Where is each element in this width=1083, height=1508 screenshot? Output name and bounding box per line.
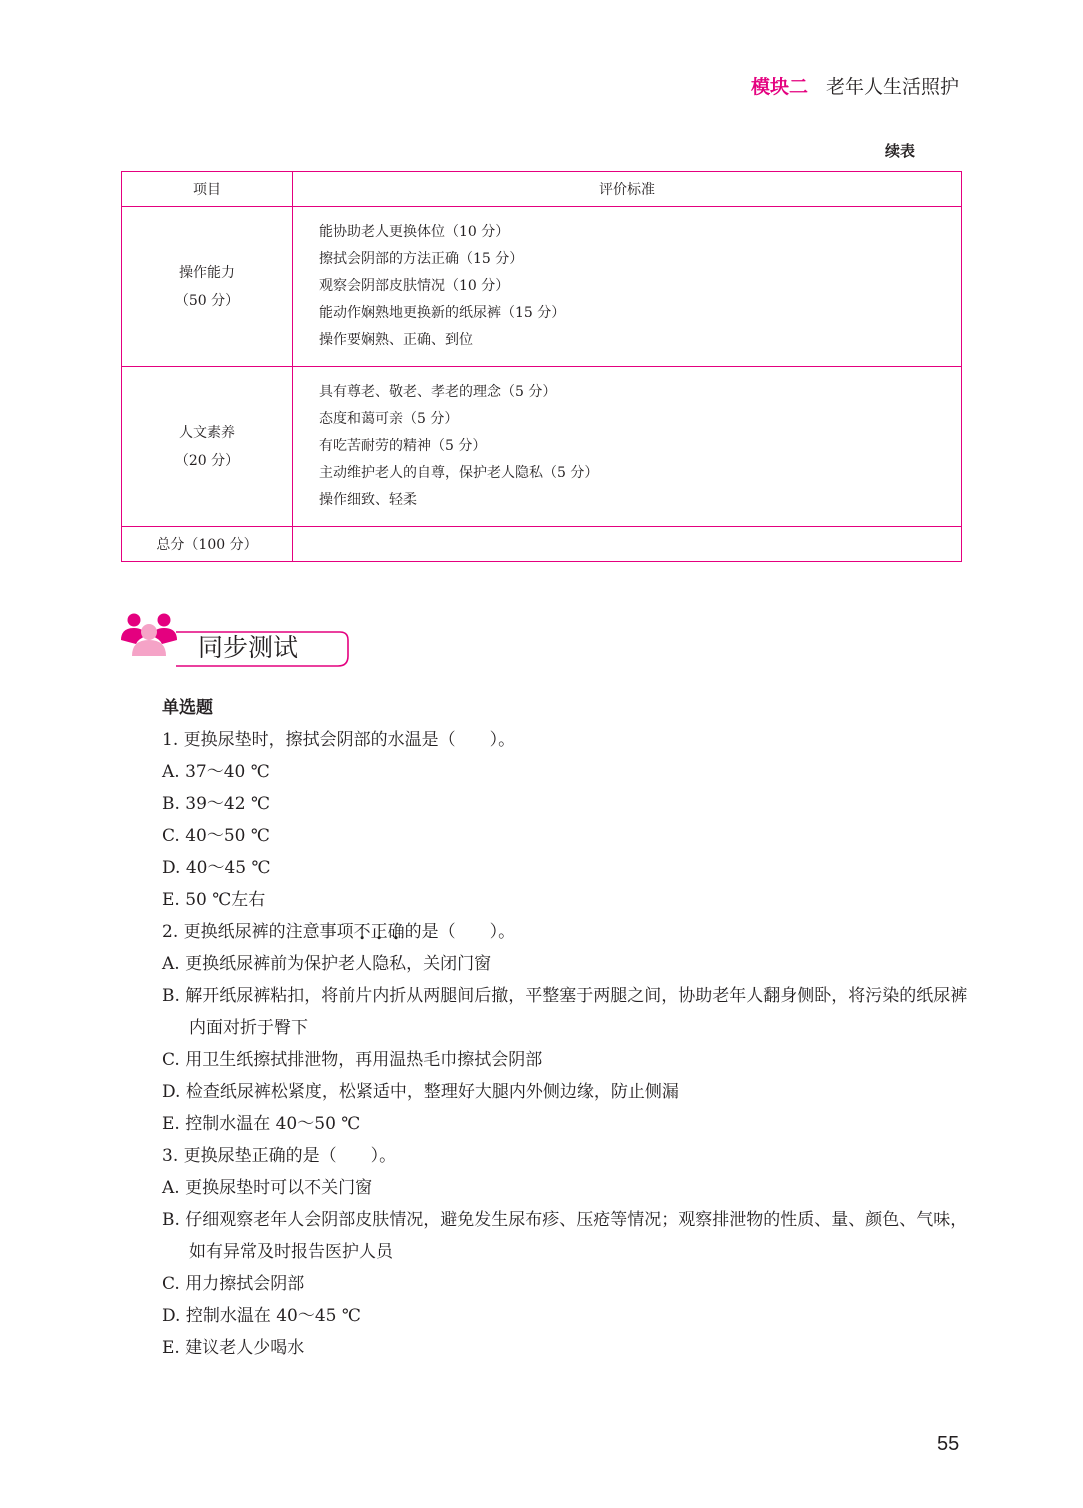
criteria-item: 操作细致、轻柔 (319, 492, 417, 508)
quiz-section (162, 692, 972, 1364)
stem-text: 的是（ ）。 (404, 922, 516, 942)
answer-option: E. 控制水温在 40～50 ℃ (162, 1114, 361, 1134)
table-row (122, 367, 962, 527)
answer-option: E. 50 ℃左右 (162, 890, 266, 910)
row-criteria-cell (293, 207, 962, 367)
col-header-item: 项目 (122, 172, 293, 207)
criteria-item: 态度和蔼可亲（5 分） (319, 411, 459, 427)
question-type-heading: 单选题 (162, 698, 213, 718)
running-header (751, 72, 959, 99)
total-value (293, 527, 962, 562)
total-label: 总分（100 分） (122, 527, 293, 562)
answer-option: E. 建议老人少喝水 (162, 1338, 305, 1358)
criteria-item: 能协助老人更换体位（10 分） (319, 224, 510, 240)
answer-option: B. 39～42 ℃ (162, 794, 270, 814)
question-stem: 1. 更换尿垫时，擦拭会阴部的水温是（ ）。 (162, 730, 516, 750)
criteria-item: 擦拭会阴部的方法正确（15 分） (319, 251, 524, 267)
stem-text: 2. 更换纸尿裤的注意事项 (162, 922, 354, 942)
module-subtitle: 老年人生活照护 (825, 76, 959, 98)
section-header (120, 608, 352, 672)
answer-option: C. 用力擦拭会阴部 (162, 1274, 305, 1294)
row-item-label: 人文素养 (179, 424, 235, 441)
answer-option: A. 37～40 ℃ (162, 762, 270, 782)
answer-option: A. 更换尿垫时可以不关门窗 (162, 1178, 373, 1198)
col-header-criteria: 评价标准 (293, 172, 962, 207)
question-stem: 3. 更换尿垫正确的是（ ）。 (162, 1146, 397, 1166)
criteria-item: 具有尊老、敬老、孝老的理念（5 分） (319, 384, 557, 400)
answer-option: D. 40～45 ℃ (162, 858, 271, 878)
answer-option: A. 更换纸尿裤前为保护老人隐私，关闭门窗 (162, 954, 492, 974)
answer-option: B. 仔细观察老年人会阴部皮肤情况，避免发生尿布疹、压疮等情况；观察排泄物的性质、量、颜色、气味，如有异常及时报告医护人员 (162, 1210, 968, 1262)
answer-option: C. 40～50 ℃ (162, 826, 270, 846)
answer-option: D. 控制水温在 40～45 ℃ (162, 1306, 361, 1326)
question-stem (162, 916, 972, 948)
table-continued-label: 续表 (885, 142, 916, 160)
module-label: 模块二 (750, 76, 808, 98)
row-item-score: （50 分） (174, 292, 240, 309)
row-criteria-cell (293, 367, 962, 527)
criteria-item: 操作要娴熟、正确、到位 (319, 332, 473, 348)
answer-option: C. 用卫生纸擦拭排泄物，再用温热毛巾擦拭会阴部 (162, 1050, 543, 1070)
answer-option: B. 解开纸尿裤粘扣，将前片内折从两腿间后撤，平整塞于两腿之间，协助老年人翻身侧卧，将污染的纸尿裤内面对折于臀下 (162, 986, 968, 1038)
criteria-item: 能动作娴熟地更换新的纸尿裤（15 分） (319, 305, 566, 321)
row-item-cell (122, 207, 293, 367)
table-header-row (122, 172, 962, 207)
evaluation-table (121, 171, 962, 562)
criteria-item: 观察会阴部皮肤情况（10 分） (319, 278, 510, 294)
answer-option: D. 检查纸尿裤松紧度，松紧适中，整理好大腿内外侧边缘，防止侧漏 (162, 1082, 679, 1102)
emphasis-char: 不 (353, 922, 371, 942)
row-item-label: 操作能力 (179, 264, 235, 281)
table-row (122, 207, 962, 367)
table-total-row (122, 527, 962, 562)
section-title: 同步测试 (198, 633, 299, 662)
row-item-cell (122, 367, 293, 527)
emphasis-char: 正 (370, 922, 388, 942)
criteria-item: 有吃苦耐劳的精神（5 分） (319, 438, 487, 454)
row-item-score: （20 分） (174, 452, 240, 469)
page-number: 55 (937, 1433, 960, 1455)
emphasis-char: 确 (387, 922, 405, 942)
criteria-item: 主动维护老人的自尊，保护老人隐私（5 分） (319, 465, 599, 481)
